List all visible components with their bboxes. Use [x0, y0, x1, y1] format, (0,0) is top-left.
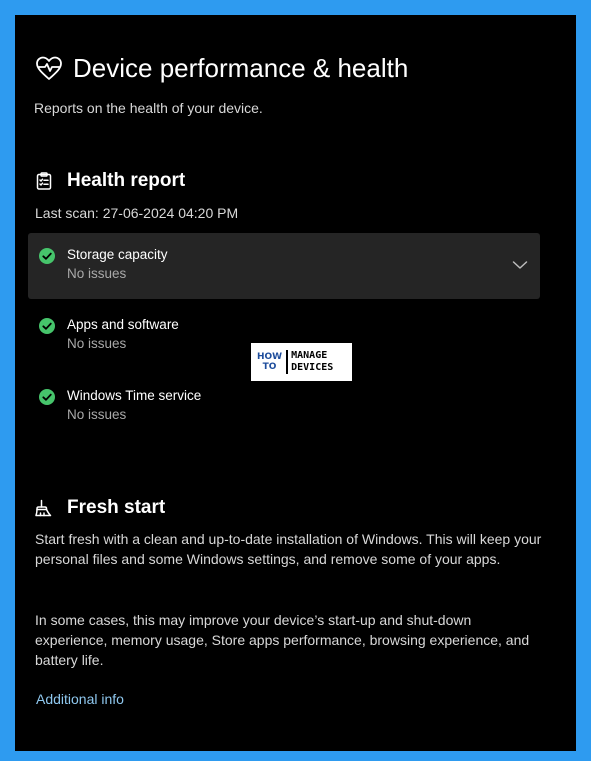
additional-info-link[interactable]: Additional info: [36, 691, 124, 707]
chevron-down-icon[interactable]: [512, 259, 528, 271]
last-scan-text: Last scan: 27-06-2024 04:20 PM: [35, 205, 239, 221]
page-title: Device performance & health: [73, 53, 409, 83]
health-item-status: No issues: [67, 407, 127, 422]
health-item-storage-capacity[interactable]: [28, 233, 540, 299]
device-health-panel: [15, 15, 576, 751]
check-circle-icon: [39, 248, 55, 264]
page-header: [35, 53, 408, 84]
fresh-start-benefits: In some cases, this may improve your device’s start-up and shut-down experience, memory usage, Store apps performance, browsing experience, and battery life.: [35, 612, 530, 668]
check-circle-icon: [39, 318, 55, 334]
logo-how: HOW: [257, 352, 283, 362]
health-item-status: No issues: [67, 336, 127, 351]
fresh-start-header: [35, 497, 165, 519]
fresh-start-title: Fresh start: [67, 497, 166, 518]
heart-pulse-icon: [35, 55, 63, 83]
page-subtitle: Reports on the health of your device.: [34, 100, 263, 116]
logo-to: TO: [262, 362, 277, 372]
fresh-start-description: Start fresh with a clean and up-to-date installation of Windows. This will keep your personal files and some Windows settings, and remove some of your apps.: [35, 531, 542, 567]
watermark-logo: [251, 343, 352, 381]
check-circle-icon: [39, 389, 55, 405]
health-report-title: Health report: [67, 170, 186, 191]
health-item-windows-time-service[interactable]: [28, 374, 540, 440]
logo-devices: DEVICES: [291, 362, 334, 373]
health-report-header: [35, 170, 185, 192]
broom-icon: [35, 499, 53, 517]
health-item-status: No issues: [67, 266, 127, 281]
logo-manage: MANAGE: [291, 350, 328, 361]
health-item-name: Storage capacity: [67, 247, 168, 262]
health-item-name: Windows Time service: [67, 388, 202, 403]
health-item-name: Apps and software: [67, 317, 179, 332]
clipboard-icon: [35, 172, 53, 190]
